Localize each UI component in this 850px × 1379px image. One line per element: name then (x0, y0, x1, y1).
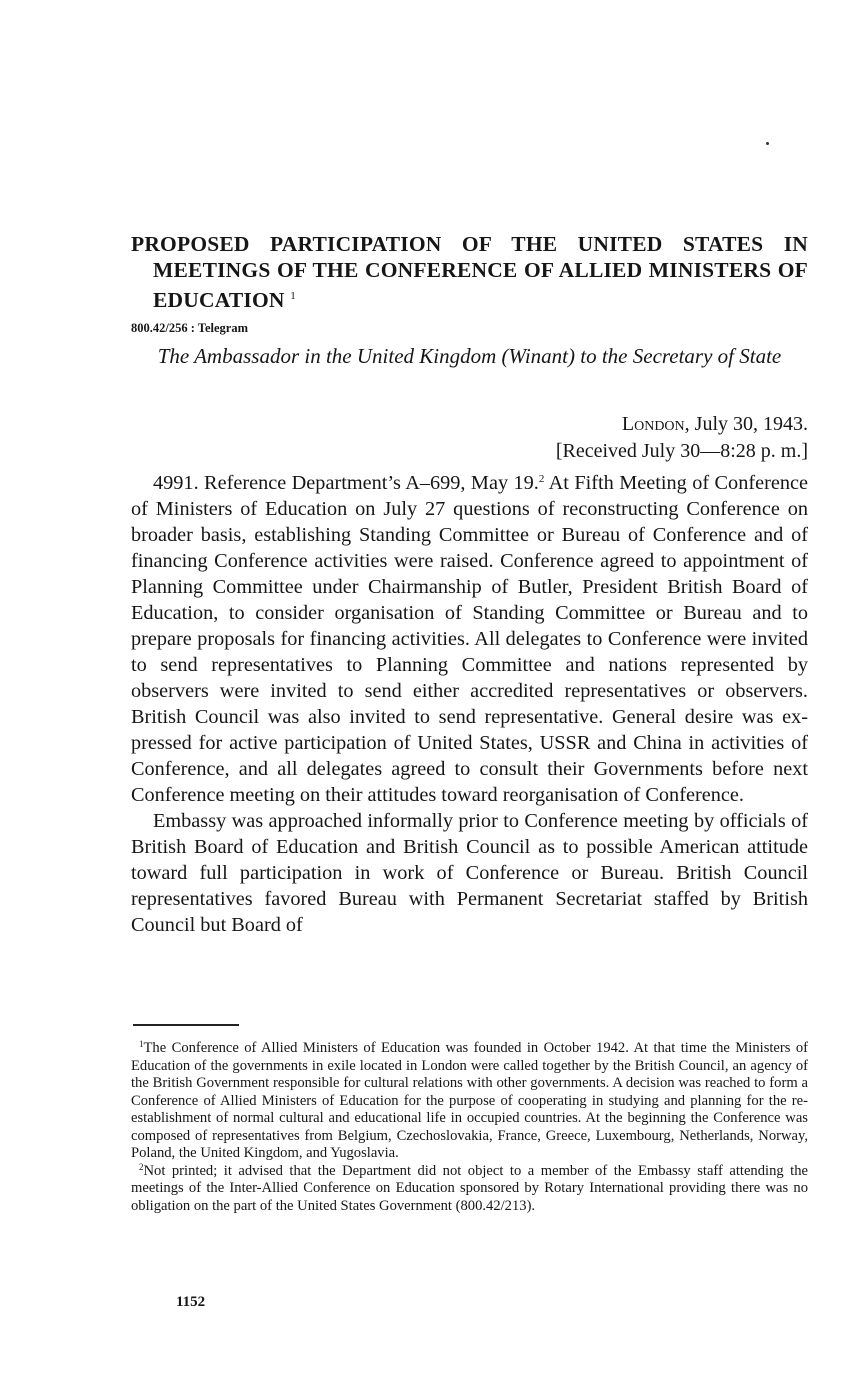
footnote-ref-2[interactable]: 2 (538, 473, 545, 485)
footnote-1-marker: 1 (139, 1039, 144, 1049)
section-heading-text: PROPOSED PARTICIPATION OF THE UNITED STATES IN MEETINGS OF THE CONFERENCE OF ALLIED MINISTERS OF EDUCATION (131, 232, 808, 312)
section-heading (131, 231, 808, 313)
file-reference: 800.42/256 : Telegram (131, 321, 249, 335)
paragraph-1 (131, 470, 808, 808)
footnote-ref-1[interactable]: 1 (290, 290, 296, 302)
paragraph-1-start: 4991. Reference Department’s A–699, May 19. (153, 472, 539, 494)
footnote-2-marker: 2 (139, 1161, 144, 1172)
paragraph-2: Embassy was approached informally prior to Conference meeting by officials of British Board of Education and British Council as to possible American attitude toward full participation in work of Conference or Bureau. British Council representatives favored Bureau with Permanent Secretariat staffed by British Council but Board of (131, 810, 808, 936)
footnote-1 (131, 1040, 808, 1163)
page-number: 1152 (176, 1294, 206, 1310)
paragraph-1-rest: At Fifth Meeting of Conference of Ministers of Education on July 27 questions of reconstructing Conference on broader basis, establishing Standing Committee or Bureau of Conference and of financing Conference activities were raised. Conference agreed to appointment of Planning Committee under Chairmanship of Butler, President British Board of Education, to consider organisation of Standing Committee or Bureau and to prepare proposals for financing activities. All delegates to Conference were invited to send representatives to Planning Committee and nations represented by observers were invited to send either accredited representatives or observers. British Council was also invited to send representative. General desire was expressed for active participation of United States, USSR and China in activities of Conference, and all delegates agreed to consult their Governments before next Conference meeting on their attitudes toward reorganisation of Conference. (131, 472, 808, 806)
footnote-2-text: Not printed; it advised that the Department did not object to a member of the Embassy staff attending the meetings of the Inter-Allied Conference on Education sponsored by Rotary International providing there was no obligation on the part of the United States Government (800.42/213). (131, 1162, 808, 1214)
telegram-body (131, 470, 808, 938)
document-title: The Ambassador in the United Kingdom (Winant) to the Secretary of State (157, 344, 782, 368)
footnotes (131, 1040, 808, 1215)
scan-speck (766, 142, 769, 145)
received-line: [Received July 30—8:28 p. m.] (555, 440, 808, 462)
footnote-1-text: The Conference of Allied Ministers of Education was founded in October 1942. At that time the Ministers of Education of the governments in exile located in London were called together by the British Council, an agency of the British Government responsible for cultural relations with other governments. A decision was reached to form a Conference of Allied Ministers of Education for the purpose of cooperating in studying and planning for the re-establishment of normal cultural and educational life in occupied countries. At the beginning the Conference was composed of representatives from Belgium, Czechoslovakia, France, Greece, Luxembourg, Netherlands, Norway, Poland, the United Kingdom, and Yugoslavia. (131, 1040, 808, 1161)
dateline-place: London (621, 413, 685, 435)
footnote-divider (133, 1024, 239, 1026)
footnote-2 (131, 1163, 808, 1216)
dateline-date: , July 30, 1943. (684, 413, 808, 435)
dateline (622, 412, 808, 436)
